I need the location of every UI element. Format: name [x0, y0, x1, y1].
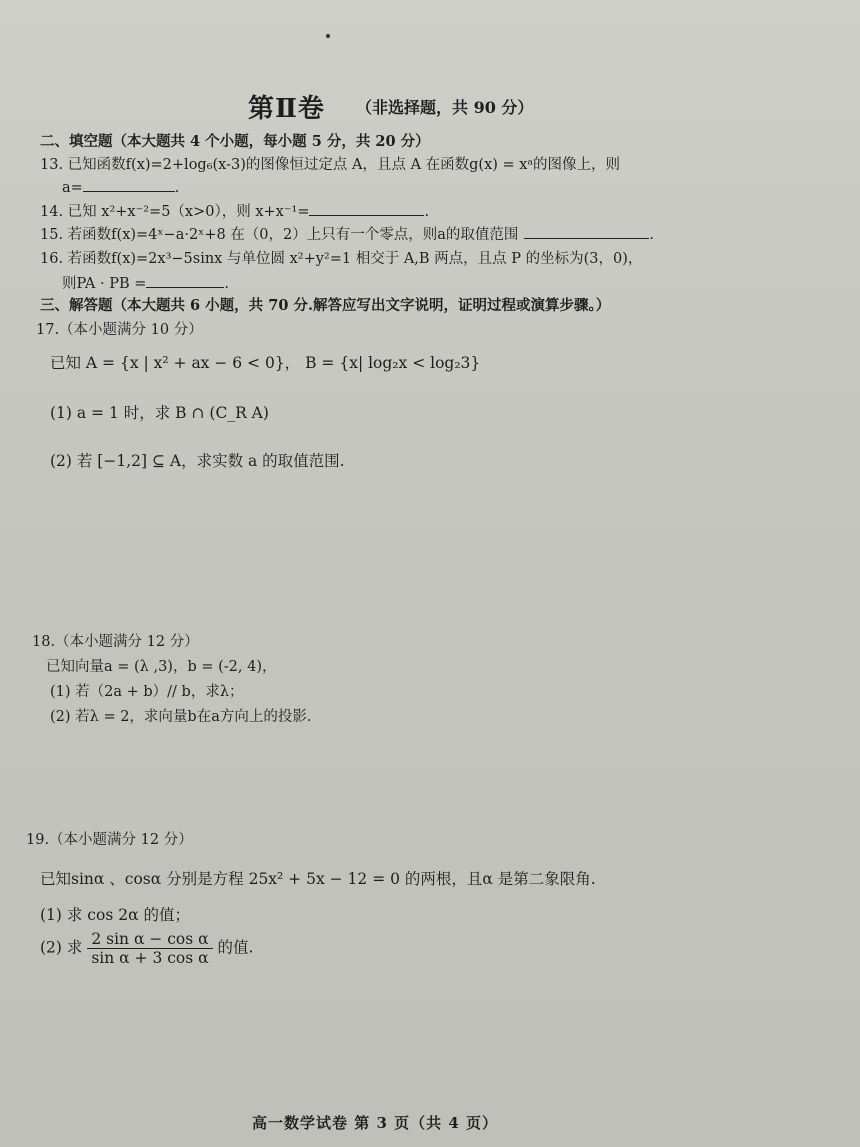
question-19-part2-prefix: (2) 求	[40, 938, 83, 957]
question-14-text: 14. 已知 x²+x⁻²=5（x>0），则 x+x⁻¹=	[40, 204, 310, 220]
question-15-text: 15. 若函数f(x)=4ˣ−a·2ˣ+8 在（0，2）上只有一个零点，则a的取值范围	[40, 227, 519, 243]
section-answer-heading: 三、解答题（本大题共 6 小题，共 70 分.解答应写出文字说明，证明过程或演算步骤。）	[40, 297, 611, 314]
question-18-stem: 已知向量a = (λ ,3)，b = (-2, 4)，	[46, 659, 277, 675]
question-14-end: .	[424, 204, 430, 220]
question-17-part2: (2) 若 [−1,2] ⊆ A，求实数 a 的取值范围.	[50, 452, 345, 470]
question-13-line1: 13. 已知函数f(x)=2+log₆(x-3)的图像恒过定点 A，且点 A 在函数g(x) = xᵃ的图像上，则	[40, 157, 621, 173]
question-14-blank	[309, 201, 424, 216]
page-footer: 高一数学试卷 第 3 页（共 4 页）	[252, 1114, 498, 1132]
question-13-line2	[62, 177, 179, 196]
section-fill-heading: 二、填空题（本大题共 4 个小题，每小题 5 分，共 20 分）	[40, 133, 430, 150]
title-note: （非选择题，共 90 分）	[356, 98, 534, 117]
question-19-part2	[40, 930, 253, 967]
ink-dot	[326, 34, 330, 38]
fraction	[87, 930, 212, 967]
question-16-line2	[62, 272, 229, 293]
question-18-part2: (2) 若λ = 2，求向量b在a方向上的投影.	[50, 709, 312, 725]
question-19-part2-suffix: 的值.	[217, 938, 254, 957]
question-19-stem: 已知sinα 、cosα 分别是方程 25x² + 5x − 12 = 0 的两根，且α 是第二象限角.	[40, 870, 596, 888]
question-16-end: .	[224, 276, 230, 292]
question-17-header: 17.（本小题满分 10 分）	[36, 322, 203, 338]
question-13-blank	[83, 177, 175, 192]
fraction-denominator: sin α + 3 cos α	[91, 949, 209, 967]
question-15-end: .	[649, 227, 655, 243]
question-19-part1: (1) 求 cos 2α 的值；	[40, 906, 190, 924]
question-14	[40, 200, 429, 221]
question-16-text: 则PA · PB =	[62, 276, 147, 292]
question-19-header: 19.（本小题满分 12 分）	[26, 832, 193, 848]
question-18-header: 18.（本小题满分 12 分）	[32, 634, 199, 650]
fraction-numerator: 2 sin α − cos α	[87, 930, 212, 949]
question-13-answer-label: a=	[62, 180, 83, 196]
question-16-line1: 16. 若函数f(x)=2x³−5sinx 与单位圆 x²+y²=1 相交于 A,B 两点，且点 P 的坐标为(3，0)，	[40, 251, 643, 267]
question-16-blank	[146, 273, 224, 288]
question-17-part1: (1) a = 1 时，求 B ∩ (C_R A)	[50, 404, 269, 422]
question-15-blank	[524, 224, 649, 239]
question-17-stem: 已知 A = {x | x² + ax − 6 < 0}， B = {x| log₂x < log₂3}	[50, 354, 481, 372]
question-18-part1: (1) 若（2a + b）// b，求λ；	[50, 684, 244, 700]
page-title: 第Ⅱ卷	[248, 94, 325, 124]
question-13-end: .	[174, 180, 180, 196]
question-15	[40, 223, 654, 244]
